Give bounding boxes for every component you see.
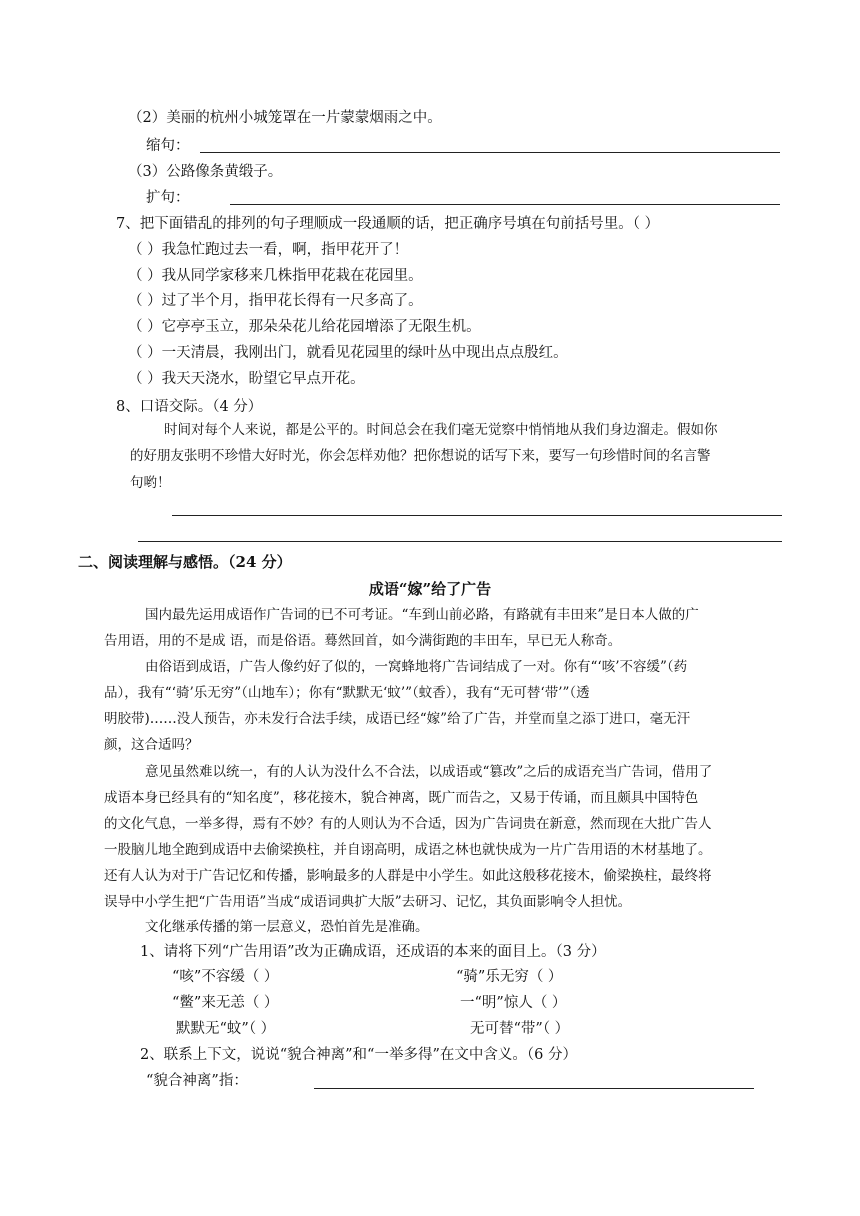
q6-item2-label: 缩句：	[146, 138, 190, 154]
q7-item[interactable]: （ ）一天清晨，我刚出门，就看见花园里的绿叶丛中现出点点殷红。	[128, 345, 568, 361]
article-line: 的文化气息，一举多得，焉有不妙？有的人则认为不合适，因为广告词贵在新意，然而现在大批广告人	[104, 816, 712, 832]
q8-prompt-line: 时间对每个人来说，都是公平的。时间总会在我们毫无觉察中悄悄地从我们身边溜走。假如你	[164, 422, 718, 438]
reading-q1-item[interactable]: 一“明”惊人（ ）	[460, 995, 567, 1011]
article-line: 品），我有“‘骑’乐无穷”（山地车）；你有“默默无‘蚊’”（蚊香），我有“无可替‘带’”（透	[104, 685, 590, 701]
q8-title: 8、口语交际。（4 分）	[116, 399, 263, 415]
q8-answer-line[interactable]	[172, 515, 782, 516]
reading-q1-item[interactable]: “咳”不容缓（ ）	[172, 969, 279, 985]
reading-q2-title: 2、联系上下文，说说“貌合神离”和“一举多得”在文中含义。（6 分）	[140, 1047, 577, 1063]
article-line: 一股脑儿地全跑到成语中去偷梁换柱，并自诩高明，成语之林也就快成为一片广告用语的木材基地了。	[104, 842, 712, 858]
q7-item[interactable]: （ ）我急忙跑过去一看，啊，指甲花开了！	[128, 242, 409, 258]
article-line: 成语本身已经具有的“知名度”，移花接木，貌合神离，既广而告之，又易于传诵，而且颇具中国特色	[104, 790, 699, 806]
reading-q2-label: “貌合神离”指：	[146, 1073, 248, 1089]
article-title: 成语“嫁”给了广告	[368, 580, 492, 598]
reading-q2-answer-line[interactable]	[314, 1088, 754, 1089]
q8-prompt-line: 句哟！	[130, 475, 171, 491]
article-line: 意见虽然难以统一，有的人认为没什么不合法，以成语或“篡改”之后的成语充当广告词，借用了	[145, 764, 713, 780]
q7-title: 7、把下面错乱的排列的句子理顺成一段通顺的话，把正确序号填在句前括号里。（ ）	[116, 216, 660, 232]
article-line: 颜，这合适吗？	[104, 737, 199, 753]
article-line: 还有人认为对于广告记忆和传播，影响最多的人群是中小学生。如此这般移花接木，偷梁换柱，最终将	[104, 868, 712, 884]
q6-item3-answer-line[interactable]	[230, 204, 780, 205]
reading-q1-title: 1、请将下列“广告用语”改为正确成语，还成语的本来的面目上。（3 分）	[140, 944, 606, 960]
q6-item3: （3）公路像条黄缎子。	[128, 164, 283, 180]
article-line: 明胶带)……没人预告，亦未发行合法手续，成语已经“嫁”给了广告，并堂而皇之添丁进口，毫无汗	[104, 711, 691, 727]
article-line: 国内最先运用成语作广告词的已不可考证。“车到山前必路，有路就有丰田来”是日本人做的广	[145, 607, 699, 623]
q8-answer-line[interactable]	[138, 541, 782, 542]
q7-item[interactable]: （ ）它亭亭玉立，那朵朵花儿给花园增添了无限生机。	[128, 319, 481, 335]
reading-q1-item[interactable]: “鳖”来无恙（ ）	[172, 995, 279, 1011]
q7-item[interactable]: （ ）过了半个月，指甲花长得有一尺多高了。	[128, 293, 423, 309]
q6-item3-label: 扩句：	[146, 190, 190, 206]
q6-item2-answer-line[interactable]	[200, 152, 780, 153]
reading-q1-item[interactable]: “骑”乐无穷（ ）	[456, 969, 563, 985]
reading-q1-item[interactable]: 无可替“带”（ ）	[470, 1021, 570, 1037]
q8-prompt-line: 的好朋友张明不珍惜大好时光，你会怎样劝他？把你想说的话写下来，要写一句珍惜时间的名言警	[130, 448, 711, 464]
q6-item2: （2）美丽的杭州小城笼罩在一片蒙蒙烟雨之中。	[128, 110, 442, 126]
reading-q1-item[interactable]: 默默无“蚊”（ ）	[176, 1021, 276, 1037]
article-line: 误导中小学生把“广告用语”当成“成语词典扩大版”去研习、记忆，其负面影响令人担忧。	[104, 894, 632, 910]
article-line: 文化继承传播的第一层意义，恐怕首先是准确。	[145, 919, 429, 935]
article-line: 由俗语到成语，广告人像约好了似的，一窝蜂地将广告词结成了一对。你有“‘咳’不容缓”（药	[145, 659, 688, 675]
article-line: 告用语，用的不是成 语，而是俗语。蓦然回首，如今满街跑的丰田车，早已无人称奇。	[104, 633, 622, 649]
q7-item[interactable]: （ ）我从同学家移来几株指甲花栽在花园里。	[128, 268, 423, 284]
q7-item[interactable]: （ ）我天天浇水，盼望它早点开花。	[128, 371, 365, 387]
section2-heading: 二、阅读理解与感悟。（24 分）	[78, 553, 292, 571]
